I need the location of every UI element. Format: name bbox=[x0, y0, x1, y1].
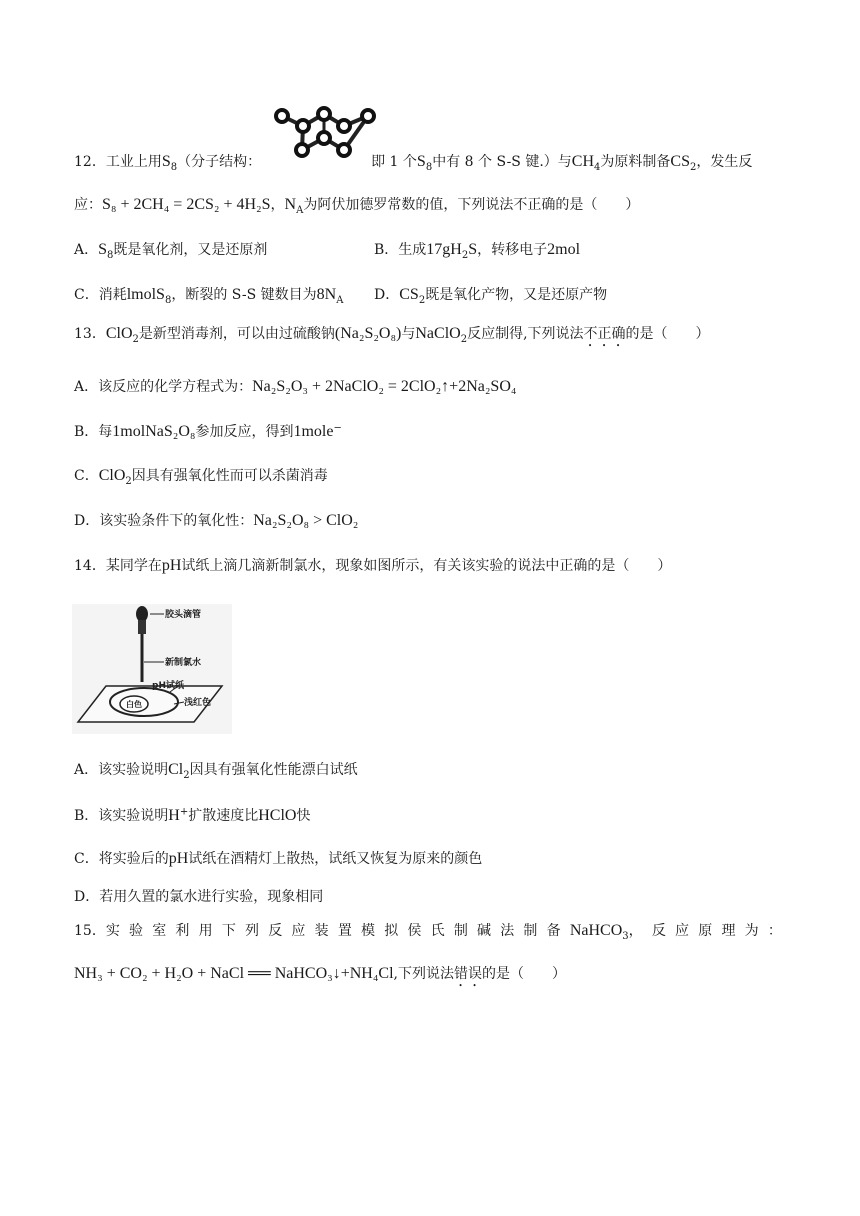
q13-emphasis: 不正确 bbox=[583, 326, 626, 342]
q14-experiment-figure bbox=[72, 604, 232, 734]
q12-option-a: A．$S_8$既是氧化剂，又是还原剂 bbox=[74, 241, 268, 261]
figure-label-water: 新制氯水 bbox=[165, 658, 202, 668]
q14-option-b: B．该实验说明H+扩散速度比HClO快 bbox=[74, 806, 311, 824]
q14-option-d: D．若用久置的氯水进行实验，现象相同 bbox=[74, 889, 324, 905]
q12-option-b: B．生成$17gH_2S$，转移电子2mol bbox=[374, 241, 581, 261]
q13-option-b: B．每1molNaS₂O₈参加反应，得到1mole− bbox=[74, 422, 342, 440]
q12-option-c: C．消耗lmolS$_8$，断裂的 S-S 键数目为$8N_A$ bbox=[74, 286, 344, 306]
figure-label-paper: pH试纸 bbox=[152, 681, 184, 691]
q15-equation: NH₃ + CO₂ + H₂O + NaCl ══ NaHCO₃↓+NH₄Cl bbox=[74, 965, 394, 982]
q15-emphasis: 错误 bbox=[454, 966, 482, 982]
q12-line-1: 12．工业上用$S_8$（分子结构： 即 1 个$S_8$中有 8 个 S-S 键.）与$CH_4$为原料制备$CS_2$，发生反 bbox=[74, 153, 753, 173]
q12-option-d: D．$CS_2$既是氧化产物，又是还原产物 bbox=[374, 286, 608, 306]
figure-label-white: 白色 bbox=[126, 700, 142, 709]
q14-stem: 14．某同学在pH试纸上滴几滴新制氯水，现象如图所示，有关该实验的说法中正确的是（ ） bbox=[74, 557, 672, 574]
q12-line-2: 应：S₈ + 2CH₄ = 2CS₂ + 4H₂S，$N_A$为阿伏加德罗常数的值，下列说法不正确的是（ ） bbox=[74, 196, 640, 216]
q13-option-a: A．该反应的化学方程式为：Na₂S₂O₃ + 2NaClO₂ = 2ClO₂↑+2Na₂SO₄ bbox=[74, 378, 517, 395]
q14-option-c: C．将实验后的pH试纸在酒精灯上散热，试纸又恢复为原来的颜色 bbox=[74, 850, 483, 867]
q13-stem: 13．ClO$_2$是新型消毒剂，可以由过硫酸钠(Na₂S₂O₈)与NaClO$_2$反应制得,下列说法不正确的是（ ） bbox=[74, 325, 710, 345]
figure-label-red: 浅红色 bbox=[184, 698, 212, 708]
q14-option-a: A．该实验说明$Cl_2$因具有强氧化性能漂白试纸 bbox=[74, 761, 358, 781]
q13-option-d: D．该实验条件下的氧化性：Na₂S₂O₈ > ClO₂ bbox=[74, 512, 359, 529]
q15-line-2: NH₃ + CO₂ + H₂O + NaCl ══ NaHCO₃↓+NH₄Cl,下列说法错误的是（ ） bbox=[74, 965, 566, 982]
q12-equation: S₈ + 2CH₄ = 2CS₂ + 4H₂S bbox=[102, 196, 271, 213]
q15-line-1: 15．实验室利用下列反应装置模拟侯氏制碱法制备NaHCO$_3$，反应原理为： bbox=[74, 922, 792, 942]
figure-label-dropper: 胶头滴管 bbox=[165, 610, 202, 620]
q13-option-c: C．ClO$_2$因具有强氧化性而可以杀菌消毒 bbox=[74, 467, 328, 487]
